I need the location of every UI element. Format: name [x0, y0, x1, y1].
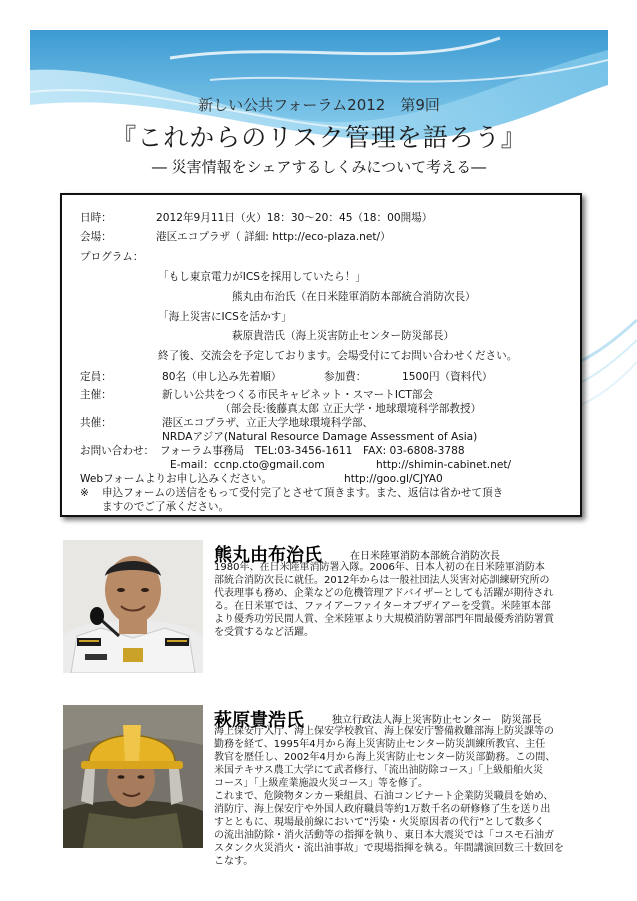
- speaker-2-affiliation: 独立行政法人海上災害防止センター 防災部長: [332, 715, 542, 726]
- speaker-2-bio-line-2: 勤務を経て、1995年4月から海上災害防止センター防災訓練所教官、主任: [214, 739, 546, 750]
- speaker-2-bio-line-11: こなす。: [214, 856, 254, 867]
- speaker-1-bio-line-2: 部統合消防次長に就任。2012年からは一般社団法人災害対応訓練研究所の: [214, 575, 550, 586]
- cohost-label: 共催：: [80, 417, 112, 429]
- speaker-1-affiliation: 在日米陸軍消防本部統合消防次長: [350, 551, 500, 562]
- contact-value: フォーラム事務局 TEL:03-3456-1611 FAX: 03-6808-3788: [160, 445, 465, 457]
- speaker-2-bio-line-7: 消防庁、海上保安庁や外国人政府職員等約1万数千名の研修修了生を送り出: [214, 804, 551, 815]
- organizer-label: 主催：: [80, 389, 112, 401]
- speaker-1-bio-line-6: を受賞するなど活躍。: [214, 627, 314, 638]
- speaker-2-bio-line-4: 米国テキサス農工大学にて武者修行、「流出油防除コース」「上級船舶火災: [214, 765, 544, 776]
- speaker-2-bio-line-5: コース」「上級産業施設火災コース」等を修了。: [214, 778, 428, 789]
- speaker-2-bio-line-3: 教官を歴任し、2002年4月から海上災害防止センター防災部勤務。この間、: [214, 752, 556, 763]
- page-title: 『これからのリスク管理を語ろう』: [111, 123, 527, 152]
- event-info-box: [60, 193, 582, 517]
- program-reception-note: 終了後、交流会を予定しております。会場受付にてお問い合わせください。: [158, 350, 518, 362]
- page-tagline: ― 災害情報をシェアするしくみについて考える―: [151, 158, 487, 176]
- speaker-2-bio-line-6: これまで、危険物タンカー乗組員、石油コンビナート企業防災職員を始め、: [214, 791, 554, 802]
- speaker-1-name: 熊丸由布治氏: [214, 545, 322, 566]
- program-speaker-2: 萩原貴浩氏（海上災害防止センター防災部長）: [232, 330, 455, 342]
- note-line-2: ますのでご了承ください。: [102, 501, 230, 513]
- venue-value: 港区エコプラザ（ 詳細: http://eco-plaza.net/）: [156, 231, 391, 243]
- speaker-2-bio-line-9: の流出油防除・消火活動等の指揮を執り、東日本大震災では「コスモ石油ガ: [214, 830, 554, 841]
- speaker-1-bio-line-3: 代表理事も務め、企業などの危機管理アドバイザーとしても活躍が期待され: [214, 588, 554, 599]
- note-line-1: 申込フォームの送信をもって受付完了とさせて頂きます。また、返信は省かせて頂き: [102, 487, 504, 499]
- speaker-2-bio-line-10: スタンク火災消火・流出油事故」で現場指揮を執る。年間講演回数三十数回を: [214, 843, 564, 854]
- speaker-1-bio-line-4: る。在日米軍では、ファイアーファイターオブザイアーを受賞。米陸軍本部: [214, 601, 551, 612]
- capacity-label: 定員：: [80, 371, 112, 383]
- program-speaker-1: 熊丸由布治氏（在日米陸軍消防本部統合消防次長）: [232, 291, 476, 303]
- date-label: 日時：: [80, 212, 112, 224]
- program-talk-1: 「もし東京電力がICSを採用していたら！」: [158, 271, 366, 283]
- contact-label: お問い合わせ：: [80, 445, 155, 457]
- program-label: プログラム：: [80, 251, 144, 263]
- program-talk-2: 「海上災害にICSを活かす」: [158, 311, 292, 323]
- cohost-value-1: 港区エコプラザ、立正大学地球環境科学部、: [162, 417, 374, 429]
- speaker-1-photo: [63, 540, 203, 673]
- form-url-link[interactable]: http://goo.gl/CJYA0: [344, 473, 443, 485]
- date-value: 2012年9月11日（火）18：30～20：45（18：00開場）: [156, 212, 433, 224]
- speaker-2-name: 萩原貴浩氏: [214, 710, 304, 731]
- venue-label: 会場：: [80, 231, 112, 243]
- webform-text: Webフォームよりお申し込みください。: [80, 473, 273, 485]
- cohost-value-2: NRDAアジア(Natural Resource Damage Assessment of Asia): [162, 431, 478, 443]
- speaker-1-bio-line-1: 1980年、在日米陸軍消防署入隊。2006年、日本人初の在日米陸軍消防本: [214, 562, 545, 573]
- speaker-2-bio-line-8: すとともに、現場最前線において“汚染・火災原因者の代行”として数多く: [214, 817, 545, 828]
- fee-label: 参加費：: [324, 371, 367, 383]
- forum-subtitle: 新しい公共フォーラム2012 第9回: [198, 96, 440, 114]
- organizer-note: （部会長:後藤真太郎 立正大学・地球環境科学部教授）: [220, 403, 482, 415]
- speaker-1-bio-line-5: より優秀功労民間人賞、全米陸軍より大規模消防署部門年間最優秀消防署賞: [214, 614, 554, 625]
- capacity-value: 80名（申し込み先着順）: [162, 371, 282, 383]
- contact-email[interactable]: E-mail：ccnp.cto@gmail.com: [170, 459, 325, 471]
- organizer-value: 新しい公共をつくる市民キャビネット・スマートICT部会: [162, 389, 434, 401]
- note-mark: ※: [80, 487, 89, 499]
- website-link[interactable]: http://shimin-cabinet.net/: [376, 459, 512, 471]
- speaker-2-bio-line-1: 海上保安庁入庁、海上保安学校教官、海上保安庁警備救難部海上防災課等の: [214, 726, 554, 737]
- fee-value: 1500円（資料代）: [402, 371, 493, 383]
- speaker-2-photo: [63, 705, 203, 848]
